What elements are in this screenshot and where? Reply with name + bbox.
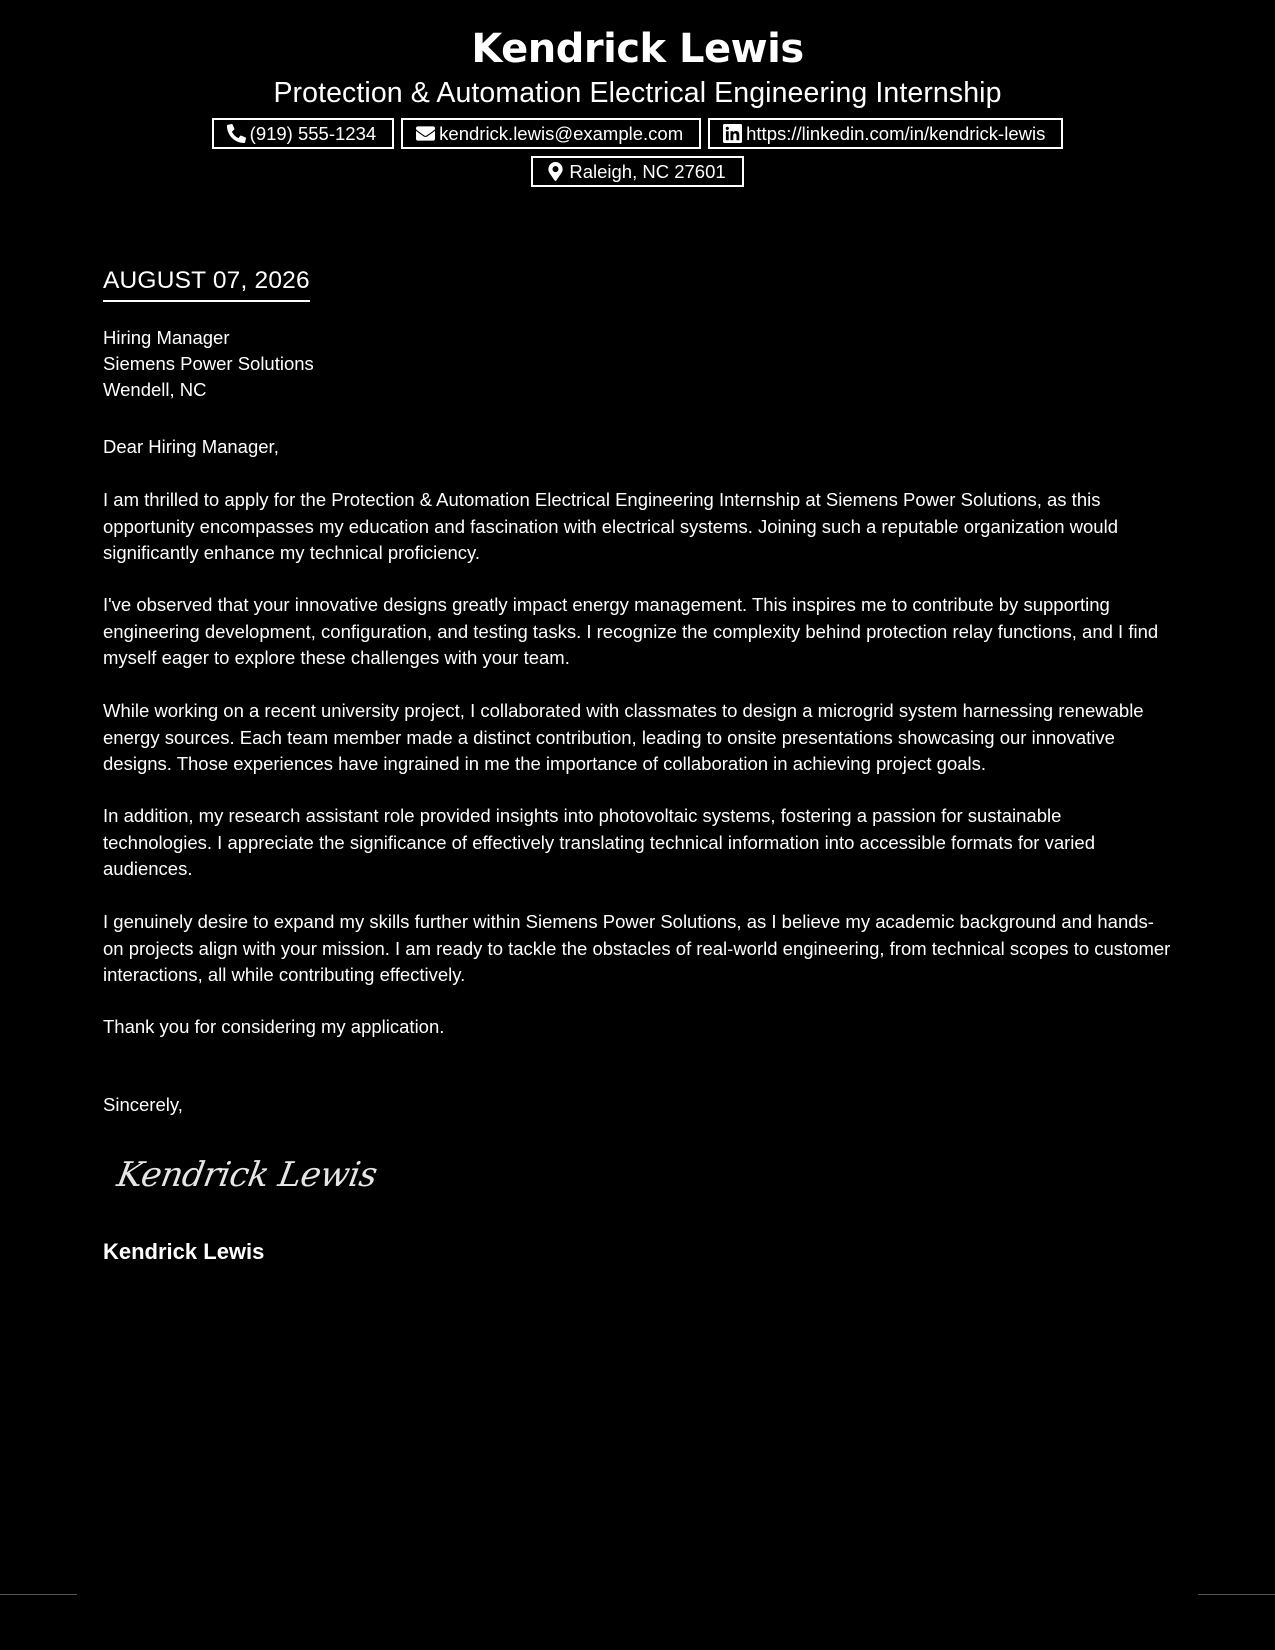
letter-date: AUGUST 07, 2026	[103, 266, 310, 302]
phone-chip[interactable]	[212, 118, 395, 149]
contact-bar	[0, 118, 1275, 187]
signer-name: Kendrick Lewis	[103, 1239, 265, 1264]
body-paragraph: I've observed that your innovative designs greatly impact energy management. This inspires me to contribute by supporting engineering development, configuration, and testing tasks. I recognize the complexity behind protection relay functions, and I find myself eager to explore these challenges with your team.	[103, 594, 1159, 668]
linkedin-chip[interactable]	[708, 118, 1063, 149]
closing: Sincerely,	[103, 1094, 183, 1115]
body-paragraph: I am thrilled to apply for the Protection & Automation Electrical Engineering Internship at Siemens Power Solutions, as this opportunity encompasses my education and fascination with electrical systems. Joining such a reputable organization would significantly enhance my technical proficiency.	[103, 489, 1118, 563]
handwritten-signature	[112, 1150, 380, 1200]
location-chip[interactable]	[531, 156, 743, 187]
linkedin-icon	[723, 124, 742, 143]
footer-rule-left	[0, 1594, 77, 1595]
linkedin-text: https://linkedin.com/in/kendrick-lewis	[746, 122, 1046, 144]
body-paragraph: I genuinely desire to expand my skills further within Siemens Power Solutions, as I believe my academic background and hands-on projects align with your mission. I am ready to tackle the obstacles of real-world engineering, from technical scopes to customer interactions, all while contributing effectively.	[103, 911, 1171, 985]
salutation: Dear Hiring Manager,	[103, 436, 279, 457]
envelope-icon	[416, 124, 435, 143]
map-marker-icon	[546, 162, 565, 181]
applicant-name: Kendrick Lewis	[471, 26, 804, 72]
body-paragraph: While working on a recent university project, I collaborated with classmates to design a microgrid system harnessing renewable energy sources. Each team member made a distinct contribution, leading to onsite presentations showcasing our innovative designs. Those experiences have ingrained in me the importance of collaboration in achieving project goals.	[103, 700, 1144, 774]
location-text: Raleigh, NC 27601	[569, 160, 726, 182]
recipient-block	[103, 325, 1173, 403]
phone-icon	[227, 124, 246, 143]
body-paragraph: In addition, my research assistant role provided insights into photovoltaic systems, fostering a passion for sustainable technologies. I appreciate the significance of effectively translating technical information into accessible formats for varied audiences.	[103, 805, 1095, 879]
letter-header	[0, 22, 1275, 187]
position-title: Protection & Automation Electrical Engineering Internship	[273, 77, 1002, 109]
phone-text: (919) 555-1234	[249, 122, 377, 144]
email-text: kendrick.lewis@example.com	[439, 122, 684, 144]
footer-rule-right	[1198, 1594, 1275, 1595]
recipient-city: Wendell, NC	[103, 379, 207, 400]
email-chip[interactable]	[401, 118, 701, 149]
signature-text: Kendrick Lewis	[114, 1155, 380, 1195]
recipient-company: Siemens Power Solutions	[103, 353, 314, 374]
thanks-line: Thank you for considering my application.	[103, 1016, 445, 1037]
recipient-role: Hiring Manager	[103, 327, 230, 348]
